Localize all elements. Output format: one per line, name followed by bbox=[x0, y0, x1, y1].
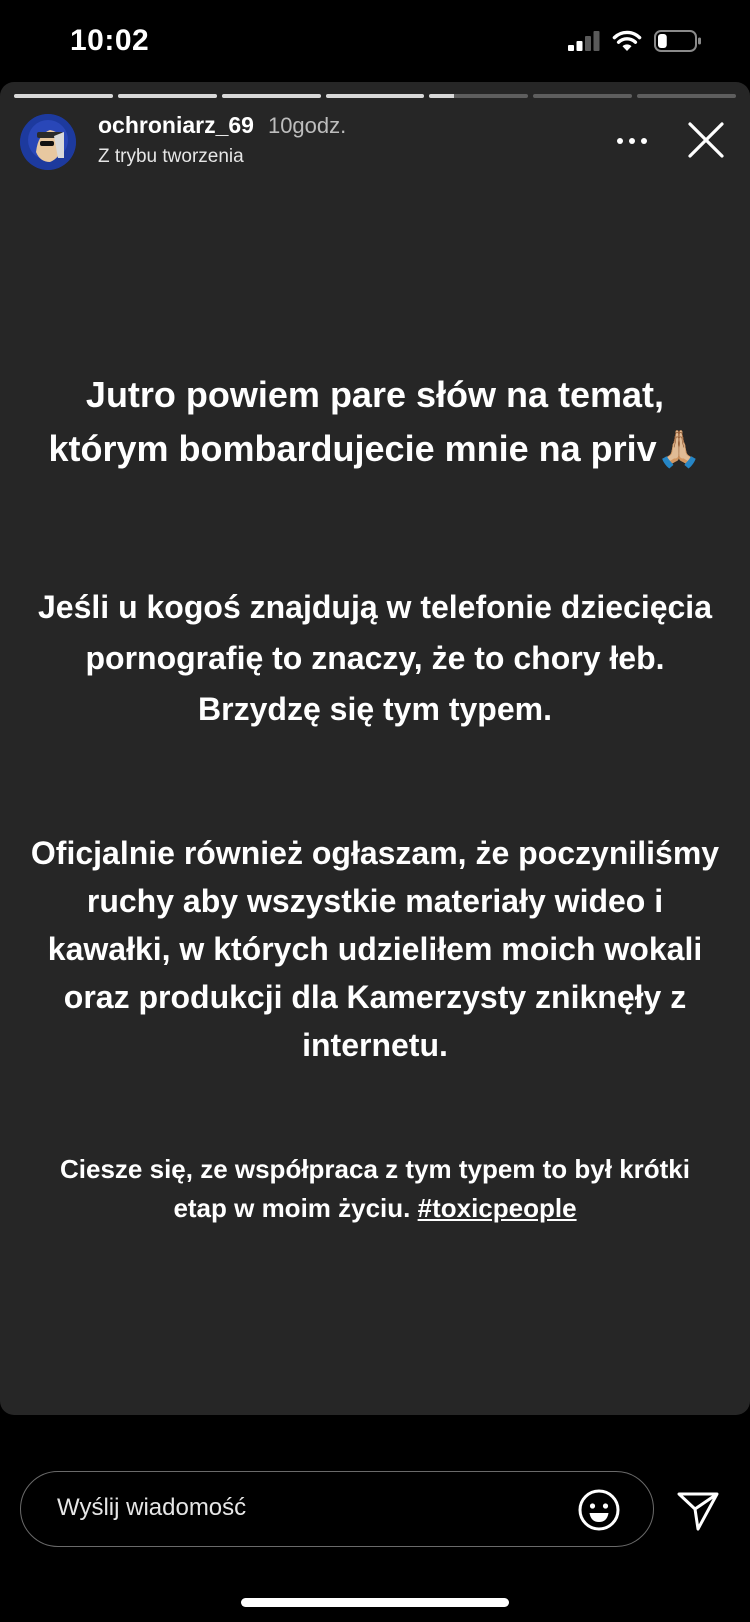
story-progress-segment bbox=[429, 94, 528, 98]
story-text-paragraph: Jutro powiem pare słów na temat, którym bombardujecie mnie na priv🙏🏼 bbox=[48, 374, 702, 469]
story-text-closing bbox=[30, 1150, 720, 1228]
story-viewer[interactable] bbox=[0, 82, 750, 1415]
battery-icon bbox=[654, 30, 702, 52]
message-input-placeholder: Wyślij wiadomość bbox=[57, 1494, 247, 1521]
story-progress-segment bbox=[533, 94, 632, 98]
story-progress-bar bbox=[14, 94, 736, 98]
story-progress-segment bbox=[118, 94, 217, 98]
home-indicator[interactable] bbox=[241, 1598, 509, 1607]
post-time: 10godz. bbox=[267, 113, 347, 138]
wifi-icon bbox=[612, 30, 642, 52]
username[interactable]: ochroniarz_69 bbox=[98, 112, 254, 138]
story-progress-segment bbox=[637, 94, 736, 98]
close-icon[interactable] bbox=[686, 120, 726, 160]
send-icon[interactable] bbox=[676, 1488, 720, 1532]
hashtag-link[interactable]: #toxicpeople bbox=[417, 1193, 577, 1223]
signal-icon bbox=[568, 31, 600, 51]
message-input[interactable] bbox=[20, 1471, 654, 1547]
more-options-icon[interactable] bbox=[612, 126, 652, 156]
story-text-paragraph: Oficjalnie również ogłaszam, że poczyniliśmy ruchy aby wszystkie materiały wideo i kawałki, w których udzieliłem moich wokali oraz produkcji dla Kamerzysty zniknęły z internetu. bbox=[30, 835, 720, 1063]
story-text-closing-sentence: Ciesze się, ze współpraca z tym typem to był krótki etap w moim życiu. bbox=[60, 1154, 690, 1223]
avatar[interactable] bbox=[20, 114, 76, 170]
story-progress-segment bbox=[222, 94, 321, 98]
status-bar bbox=[0, 0, 750, 86]
emoji-icon[interactable] bbox=[577, 1488, 621, 1532]
story-progress-segment bbox=[326, 94, 425, 98]
story-header bbox=[20, 112, 730, 172]
story-subtitle[interactable]: Z trybu tworzenia bbox=[98, 146, 244, 167]
story-text-paragraph: Jeśli u kogoś znajdują w telefonie dziecięcia pornografię to znaczy, że to chory łeb. Brzydzę się tym typem. bbox=[38, 589, 712, 727]
story-progress-segment bbox=[14, 94, 113, 98]
user-line bbox=[98, 112, 346, 139]
status-time: 10:02 bbox=[70, 24, 150, 57]
status-icons bbox=[568, 30, 702, 52]
